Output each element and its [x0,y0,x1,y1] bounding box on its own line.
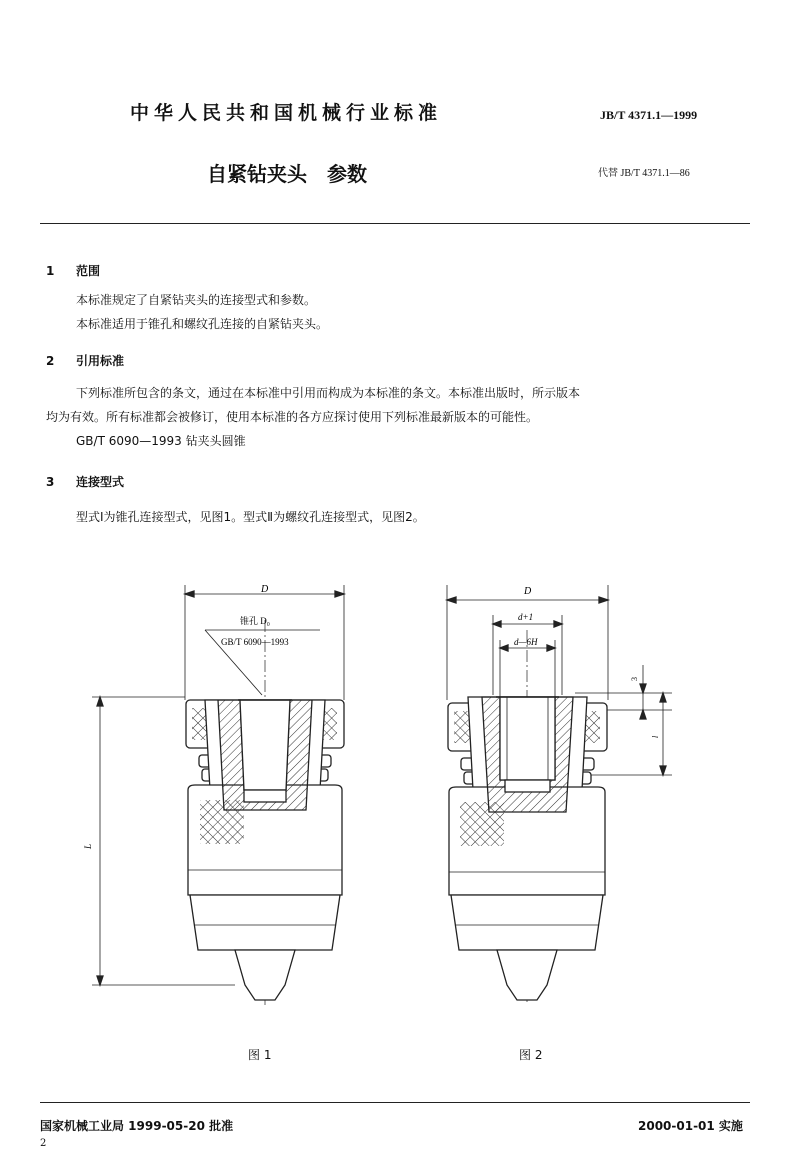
figures-drawing [0,560,800,1040]
figure-1-caption: 图 1 [248,1048,272,1062]
section-3-heading: 3 连接型式 [46,475,125,489]
section-2-para-1: 下列标准所包含的条文，通过在本标准中引用而构成为本标准的条文。本标准出版时，所示版本 [76,386,581,400]
document-title [207,158,367,187]
figure-2 [447,585,672,1005]
fig1-dim-L: L [83,843,93,849]
title-part-2: 参数 [327,162,367,186]
fig1-taper-label: 锥孔 D₀ [240,616,270,626]
standard-number: JB/T 4371.1—1999 [600,108,698,122]
section-1-para-2: 本标准适用于锥孔和螺纹孔连接的自紧钻夹头。 [76,317,329,331]
fig2-dim-l: l [651,735,660,738]
title-part-1: 自紧钻夹头 [207,162,307,186]
fig1-taper-ref: GB/T 6090—1993 [221,637,289,647]
header-divider [40,223,750,224]
fig2-dim-D: D [524,586,532,597]
section-2-para-2: 均为有效。所有标准都会被修订，使用本标准的各方应探讨使用下列标准最新版本的可能性。 [46,410,539,424]
section-1-para-1: 本标准规定了自紧钻夹头的连接型式和参数。 [76,293,317,307]
fig2-dim-3: 3 [630,677,639,681]
fig2-dim-d1: d+1 [518,612,534,622]
page-number: 2 [40,1138,47,1149]
footer-divider [40,1102,750,1103]
figure-1 [92,585,344,1005]
section-3-para-1: 型式Ⅰ为锥孔连接型式，见图1。型式Ⅱ为螺纹孔连接型式，见图2。 [76,510,425,524]
industry-standard-heading: 中华人民共和国机械行业标准 [130,102,443,124]
section-2-reference: GB/T 6090—1993 钻夹头圆锥 [76,434,246,448]
figure-2-caption: 图 2 [519,1048,543,1062]
section-1-heading: 1 范围 [46,264,101,278]
replaces-standard: 代替 JB/T 4371.1—86 [598,168,690,179]
implementation-date: 2000-01-01 实施 [638,1119,743,1133]
fig1-dim-D: D [261,584,269,595]
section-2-heading: 2 引用标准 [46,354,125,368]
approval-note: 国家机械工业局 1999-05-20 批准 [40,1119,234,1133]
fig2-dim-d-6H: d—6H [514,637,538,647]
